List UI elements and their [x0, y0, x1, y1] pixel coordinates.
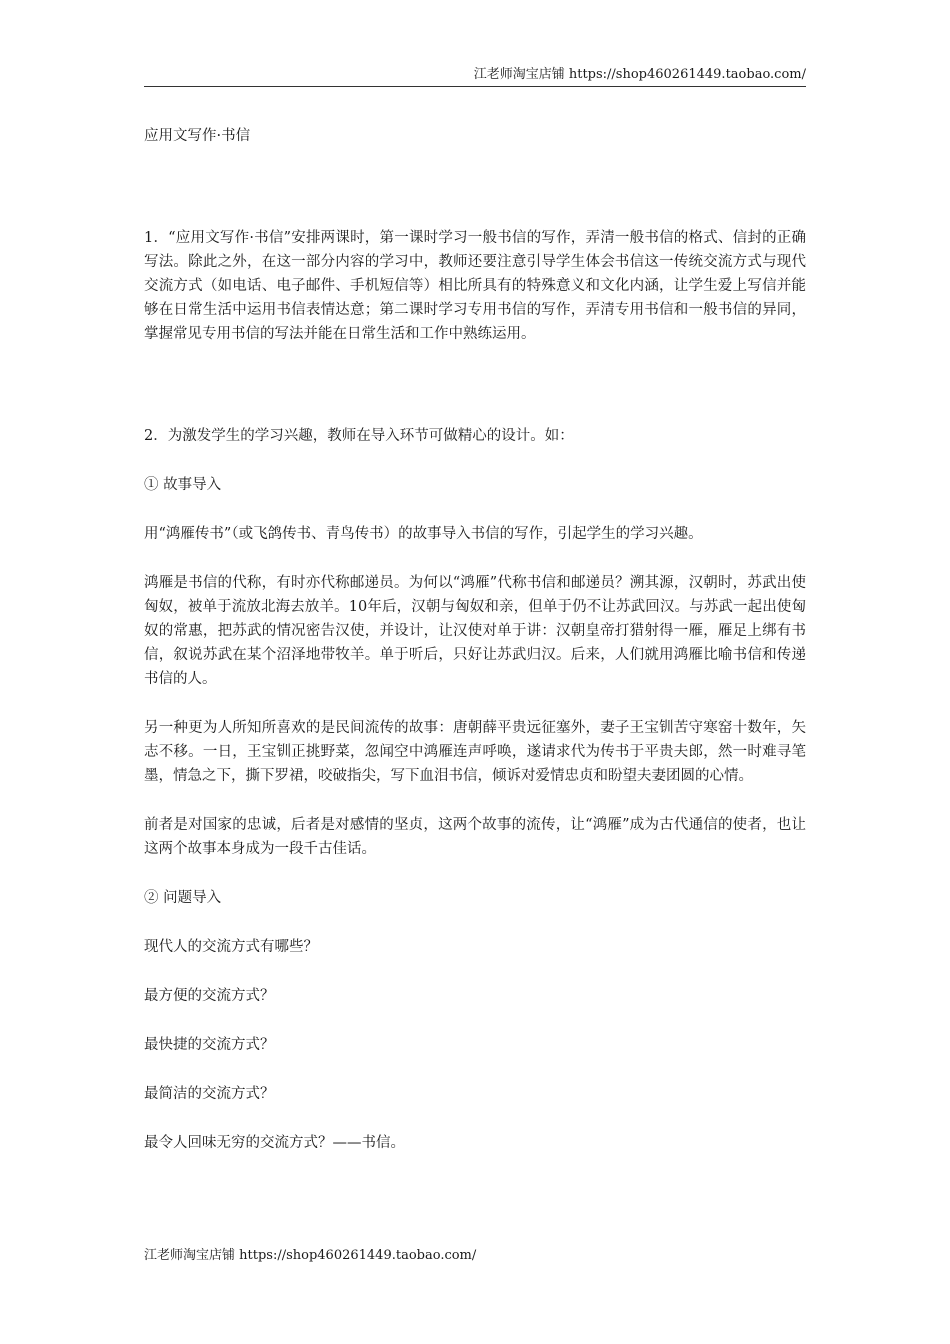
- section-heading-story: ① 故事导入: [144, 477, 222, 493]
- question-3: 最快捷的交流方式？: [144, 1037, 275, 1053]
- question-4: 最简洁的交流方式？: [144, 1086, 275, 1102]
- question-5: 最令人回味无穷的交流方式？——书信。: [144, 1135, 405, 1151]
- page-header: [144, 66, 806, 87]
- question-2: 最方便的交流方式？: [144, 988, 275, 1004]
- document-body: [144, 124, 806, 1155]
- question-1: 现代人的交流方式有哪些？: [144, 939, 318, 955]
- header-shop-text: 江老师淘宝店铺 https://shop460261449.taobao.com/: [473, 67, 806, 82]
- footer-shop-text: 江老师淘宝店铺 https://shop460261449.taobao.com/: [144, 1248, 477, 1263]
- paragraph-conclusion: 前者是对国家的忠诚，后者是对感情的坚贞，这两个故事的流传，让“鸿雁”成为古代通信的使者，也让这两个故事本身成为一段千古佳话。: [144, 817, 806, 857]
- paragraph-story-intro: 用“鸿雁传书”（或飞鸽传书、青鸟传书）的故事导入书信的写作，引起学生的学习兴趣。: [144, 526, 703, 542]
- paragraph-su-wu-story: 鸿雁是书信的代称，有时亦代称邮递员。为何以“鸿雁”代称书信和邮递员？溯其源，汉朝时，苏武出使匈奴，被单于流放北海去放羊。10年后，汉朝与匈奴和亲，但单于仍不让苏武回汉。与苏武一起出使匈奴的常惠，把苏武的情况密告汉使，并设计，让汉使对单于讲：汉朝皇帝打猎射得一雁，雁足上绑有书信，叙说苏武在某个沼泽地带牧羊。单于听后，只好让苏武归汉。后来，人们就用鸿雁比喻书信和传递书信的人。: [144, 575, 806, 687]
- document-title: 应用文写作·书信: [144, 128, 251, 144]
- paragraph-2: 2．为激发学生的学习兴趣，教师在导入环节可做精心的设计。如：: [144, 428, 574, 444]
- paragraph-folk-story: 另一种更为人所知所喜欢的是民间流传的故事：唐朝薛平贵远征塞外，妻子王宝钏苦守寒窑十数年，矢志不移。一日，王宝钏正挑野菜，忽闻空中鸿雁连声呼唤，遂请求代为传书于平贵夫郎，然一时难寻笔墨，情急之下，撕下罗裙，咬破指尖，写下血泪书信，倾诉对爱情忠贞和盼望夫妻团圆的心情。: [144, 720, 806, 784]
- section-heading-question: ② 问题导入: [144, 890, 222, 906]
- page-footer: [144, 1247, 476, 1265]
- paragraph-1: 1．“应用文写作·书信”安排两课时，第一课时学习一般书信的写作，弄清一般书信的格式、信封的正确写法。除此之外，在这一部分内容的学习中，教师还要注意引导学生体会书信这一传统交流方式与现代交流方式（如电话、电子邮件、手机短信等）相比所具有的特殊意义和文化内涵，让学生爱上写信并能够在日常生活中运用书信表情达意；第二课时学习专用书信的写作，弄清专用书信和一般书信的异同，掌握常见专用书信的写法并能在日常生活和工作中熟练运用。: [144, 230, 806, 342]
